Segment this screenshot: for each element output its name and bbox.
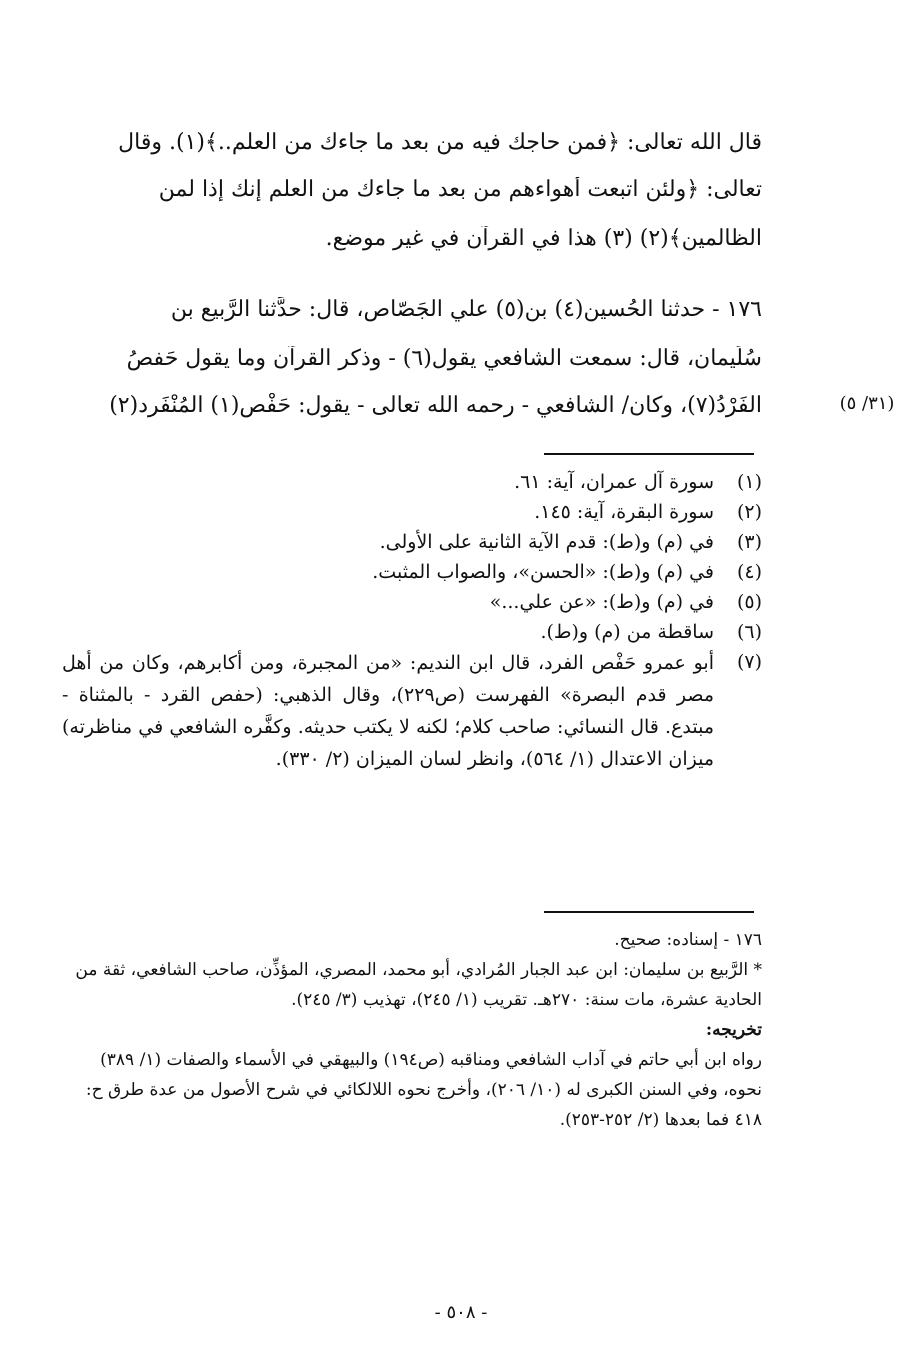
footnote-item	[62, 617, 762, 647]
main-text-line-2: تعالى: ﴿ولئن اتبعت أهواءهم من بعد ما جاءك من العلم إنك إذا لمن	[158, 177, 762, 202]
commentary-section	[62, 925, 762, 1135]
margin-reference: (٣١/ ٥)	[839, 393, 895, 414]
footnote-item	[62, 647, 762, 775]
main-text-line-3: الظالمين﴾(٢) (٣) هذا في القرآن في غير موضع.	[325, 226, 762, 251]
footnote-item	[62, 557, 762, 587]
footnote-number: (١)	[736, 471, 762, 493]
narrator-note: * الرَّبيع بن سليمان: ابن عبد الجبار المُرادي، أبو محمد، المصري، المؤذِّن، صاحب الشافعي، ثقة من الحادية عشرة، مات سنة: ٢٧٠هـ. تقريب (١/ ٢٤٥)، تهذيب (٣/ ٢٤٥).	[75, 960, 762, 1010]
footnote-text: سورة آل عمران، آية: ٦١.	[514, 471, 714, 493]
footnote-text: أبو عمرو حَفْص الفرد، قال ابن النديم: «من المجبرة، ومن أكابرهم، وكان من أهل مصر قدم البصرة» الفهرست (ص٢٢٩)، وقال الذهبي: (حفص القرد - بالمثناة - مبتدع. قال النسائي: صاحب كلام؛ لكنه لا يكتب حديثه. وكفَّره الشافعي في مناظرته) ميزان الاعتدال (١/ ٥٦٤)، وانظر لسان الميزان (٢/ ٣٣٠).	[62, 652, 714, 770]
footnote-text: ساقطة من (م) و(ط).	[540, 621, 714, 643]
footnote-list	[62, 467, 762, 775]
main-text-line-6: الفَرْدُ(٧)، وكان/ الشافعي - رحمه الله تعالى - يقول: حَفْص(١) المُنْفَرِد(٢)	[109, 393, 762, 418]
footnote-item	[62, 467, 762, 497]
main-text-line-5: سُلَيمان، قال: سمعت الشافعي يقول(٦) - وذكر القرآن وما يقول حَفصُ	[126, 346, 762, 371]
takhrij-text: رواه ابن أبي حاتم في آداب الشافعي ومناقبه (ص١٩٤) والبيهقي في الأسماء والصفات (١/ ٣٨٩) نحوه، وفي السنن الكبرى له (١٠/ ٢٠٦)، وأخرج نحوه اللالكائي في شرح الأصول من عدة طرق ح: ٤١٨ فما بعدها (٢/ ٢٥٢-٢٥٣).	[85, 1050, 762, 1130]
footnote-number: (٧)	[736, 651, 762, 673]
footnote-text: سورة البقرة، آية: ١٤٥.	[534, 501, 714, 523]
footnote-divider	[544, 453, 754, 455]
footnote-text: في (م) و(ط): «عن علي...»	[489, 591, 714, 613]
footnote-number: (٢)	[736, 501, 762, 523]
footnote-text: في (م) و(ط): قدم الآية الثانية على الأولى.	[379, 531, 714, 553]
footnote-text: في (م) و(ط): «الحسن»، والصواب المثبت.	[372, 561, 714, 583]
footnote-item	[62, 527, 762, 557]
footnote-item	[62, 497, 762, 527]
footnote-item	[62, 587, 762, 617]
footnote-number: (٣)	[736, 531, 762, 553]
main-text-line-4: ١٧٦ - حدثنا الحُسين(٤) بن(٥) علي الجَصّاص، قال: حدَّثنا الرَّبيع بن	[170, 297, 762, 322]
footnote-number: (٤)	[736, 561, 762, 583]
main-text-line-1: قال الله تعالى: ﴿فمن حاجك فيه من بعد ما جاءك من العلم..﴾(١). وقال	[118, 130, 762, 155]
isnad-grade: ١٧٦ - إسناده: صحيح.	[614, 930, 762, 950]
page-number: - ٥٠٨ -	[434, 1302, 488, 1323]
footnote-number: (٦)	[736, 621, 762, 643]
takhrij-heading: تخريجه:	[705, 1020, 762, 1040]
commentary-divider	[544, 911, 754, 913]
footnote-number: (٥)	[736, 591, 762, 613]
